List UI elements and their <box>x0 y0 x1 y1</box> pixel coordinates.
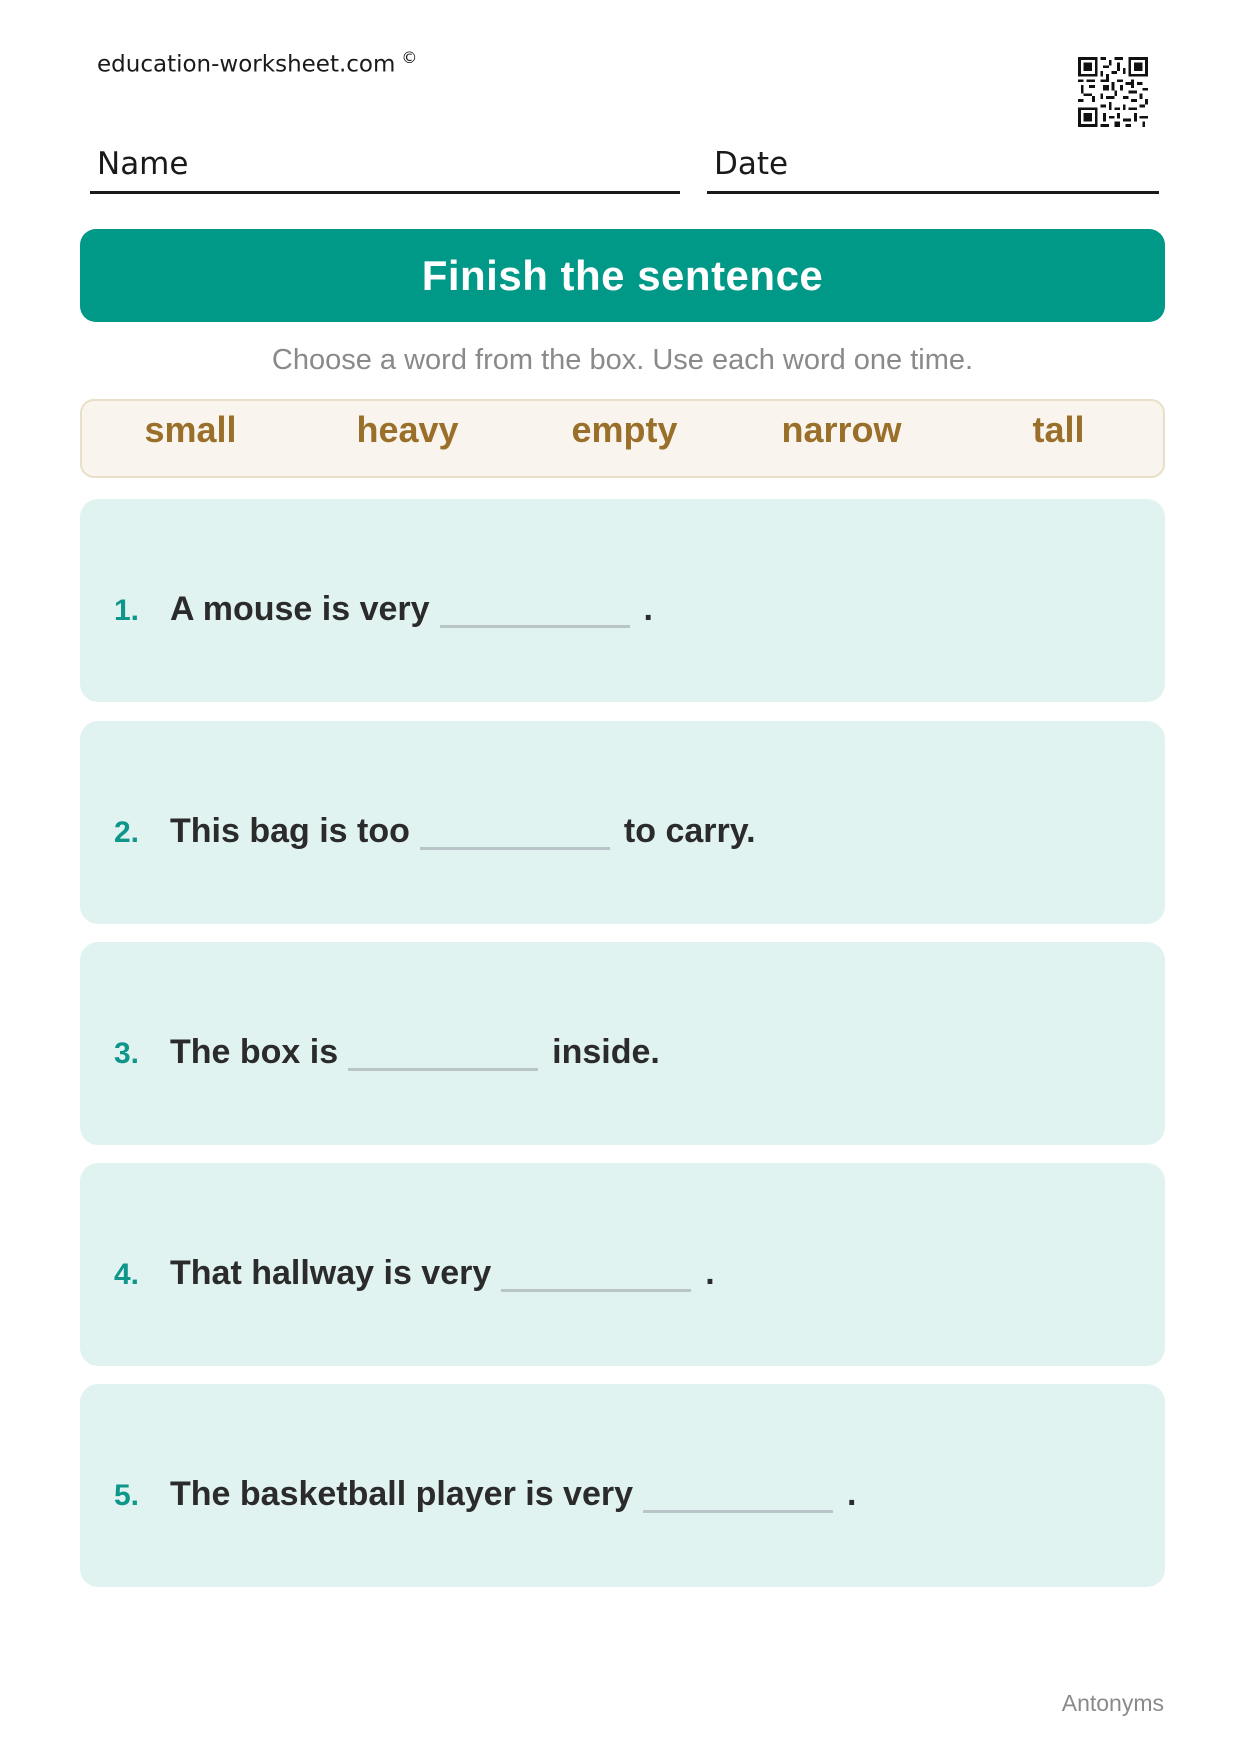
site-name <box>97 48 417 78</box>
date-field[interactable] <box>707 140 1159 194</box>
question-number: 1. <box>114 594 140 627</box>
sentence-end: . <box>847 1475 857 1513</box>
copyright-symbol: © <box>401 48 418 67</box>
word-bank-item: small <box>144 409 237 450</box>
question-card <box>80 1384 1165 1587</box>
question-sentence <box>114 1466 856 1514</box>
sentence-end: to carry. <box>623 812 756 850</box>
sentence-end: . <box>705 1254 715 1292</box>
question-number: 4. <box>114 1258 140 1291</box>
sentence-end: . <box>643 590 653 628</box>
site-url: education-worksheet.com <box>97 51 396 78</box>
answer-blank[interactable] <box>348 1032 538 1071</box>
word-bank-item: heavy <box>356 409 459 450</box>
question-number: 5. <box>114 1479 140 1512</box>
sentence-start: The box is <box>170 1033 339 1071</box>
sentence-start: The basketball player is very <box>170 1475 634 1513</box>
question-number: 3. <box>114 1037 140 1070</box>
name-label: Name <box>97 146 189 182</box>
worksheet-title: Finish the sentence <box>80 229 1165 322</box>
answer-blank[interactable] <box>643 1474 833 1513</box>
qr-code-icon <box>1078 57 1148 127</box>
question-card <box>80 942 1165 1145</box>
answer-blank[interactable] <box>440 589 630 628</box>
answer-blank[interactable] <box>420 811 610 850</box>
question-card <box>80 721 1165 924</box>
question-sentence <box>114 1245 715 1293</box>
sentence-start: That hallway is very <box>170 1254 492 1292</box>
word-bank <box>80 399 1165 478</box>
question-sentence <box>114 581 653 629</box>
sentence-start: This bag is too <box>170 812 410 850</box>
sentence-start: A mouse is very <box>170 590 430 628</box>
date-label: Date <box>714 146 789 182</box>
answer-blank[interactable] <box>501 1253 691 1292</box>
word-bank-item: tall <box>1032 409 1085 450</box>
name-field[interactable] <box>90 140 680 194</box>
question-card <box>80 1163 1165 1366</box>
footer-topic: Antonyms <box>1061 1690 1164 1716</box>
sentence-end: inside. <box>552 1033 660 1071</box>
word-bank-item: empty <box>571 409 678 450</box>
question-sentence <box>114 1024 660 1072</box>
word-bank-item: narrow <box>781 409 902 450</box>
instructions: Choose a word from the box. Use each word one time. <box>271 344 974 376</box>
question-card <box>80 499 1165 702</box>
question-number: 2. <box>114 816 140 849</box>
question-sentence <box>114 803 756 851</box>
